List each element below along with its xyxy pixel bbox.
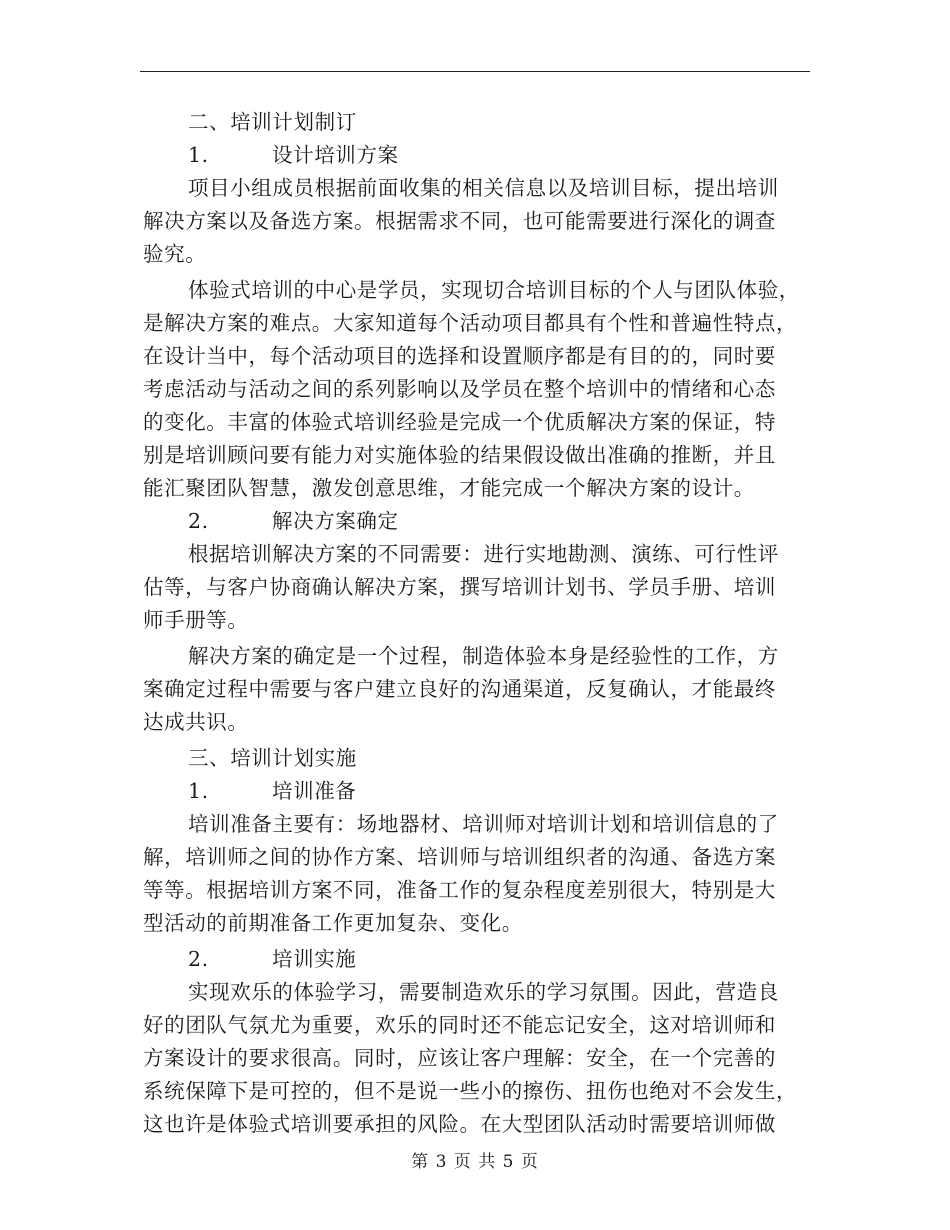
text-line: 三、培训计划实施 bbox=[188, 746, 357, 770]
text-line: 这也许是体验式培训要承担的风险。在大型团队活动时需要培训师做 bbox=[143, 1112, 776, 1136]
text-line: 型活动的前期准备工作更加复杂、变化。 bbox=[143, 911, 523, 935]
numbered-heading bbox=[143, 943, 807, 976]
text-line: 的变化。丰富的体验式培训经验是完成一个优质解决方案的保证，特 bbox=[143, 410, 776, 434]
heading-text: 设计培训方案 bbox=[272, 143, 399, 167]
text-line: 体验式培训的中心是学员，实现切合培训目标的个人与团队体验， bbox=[188, 278, 800, 302]
text-line: 解决方案的确定是一个过程，制造体验本身是经验性的工作，方 bbox=[188, 644, 779, 668]
text-line: 达成共识。 bbox=[143, 710, 249, 734]
header-rule bbox=[140, 71, 810, 72]
text-line: 在设计当中，每个活动项目的选择和设置顺序都是有目的的，同时要 bbox=[143, 344, 776, 368]
text-line: 实现欢乐的体验学习，需要制造欢乐的学习氛围。因此，营造良 bbox=[188, 980, 779, 1004]
text-line: 解决方案以及备选方案。根据需求不同，也可能需要进行深化的调查 bbox=[143, 209, 776, 233]
text-line: 案确定过程中需要与客户建立良好的沟通渠道，反复确认，才能最终 bbox=[143, 677, 776, 701]
text-line: 能汇聚团队智慧，激发创意思维，才能完成一个解决方案的设计。 bbox=[143, 476, 755, 500]
page-footer: 第 3 页 共 5 页 bbox=[411, 1152, 539, 1172]
text-line: 考虑活动与活动之间的系列影响以及学员在整个培训中的情绪和心态 bbox=[143, 377, 776, 401]
text-line: 方案设计的要求很高。同时，应该让客户理解：安全，在一个完善的 bbox=[143, 1046, 776, 1070]
heading-number: 2. bbox=[188, 509, 209, 533]
text-line: 系统保障下是可控的，但不是说一些小的擦伤、扭伤也绝对不会发生， bbox=[143, 1079, 798, 1103]
body-text bbox=[143, 106, 807, 1141]
text-line: 是解决方案的难点。大家知道每个活动项目都具有个性和普遍性特点， bbox=[143, 311, 798, 335]
heading-number: 1. bbox=[188, 779, 209, 803]
numbered-heading bbox=[143, 775, 807, 808]
heading-number: 1. bbox=[188, 143, 209, 167]
text-line: 项目小组成员根据前面收集的相关信息以及培训目标，提出培训 bbox=[188, 176, 779, 200]
text-line: 好的团队气氛尤为重要，欢乐的同时还不能忘记安全，这对培训师和 bbox=[143, 1013, 776, 1037]
text-line: 解，培训师之间的协作方案、培训师与培训组织者的沟通、备选方案 bbox=[143, 845, 776, 869]
text-line: 估等，与客户协商确认解决方案，撰写培训计划书、学员手册、培训 bbox=[143, 575, 776, 599]
numbered-heading bbox=[143, 505, 807, 538]
numbered-heading bbox=[143, 139, 807, 172]
heading-text: 培训准备 bbox=[272, 779, 357, 803]
text-line: 师手册等。 bbox=[143, 608, 249, 632]
text-line: 等等。根据培训方案不同，准备工作的复杂程度差别很大，特别是大 bbox=[143, 878, 776, 902]
text-line: 别是培训顾问要有能力对实施体验的结果假设做出准确的推断，并且 bbox=[143, 443, 776, 467]
heading-text: 解决方案确定 bbox=[272, 509, 399, 533]
heading-text: 培训实施 bbox=[272, 947, 357, 971]
heading-number: 2. bbox=[188, 947, 209, 971]
text-line: 培训准备主要有：场地器材、培训师对培训计划和培训信息的了 bbox=[188, 812, 779, 836]
text-line: 验究。 bbox=[143, 242, 207, 266]
text-line: 根据培训解决方案的不同需要：进行实地勘测、演练、可行性评 bbox=[188, 542, 779, 566]
text-line: 二、培训计划制订 bbox=[188, 110, 357, 134]
